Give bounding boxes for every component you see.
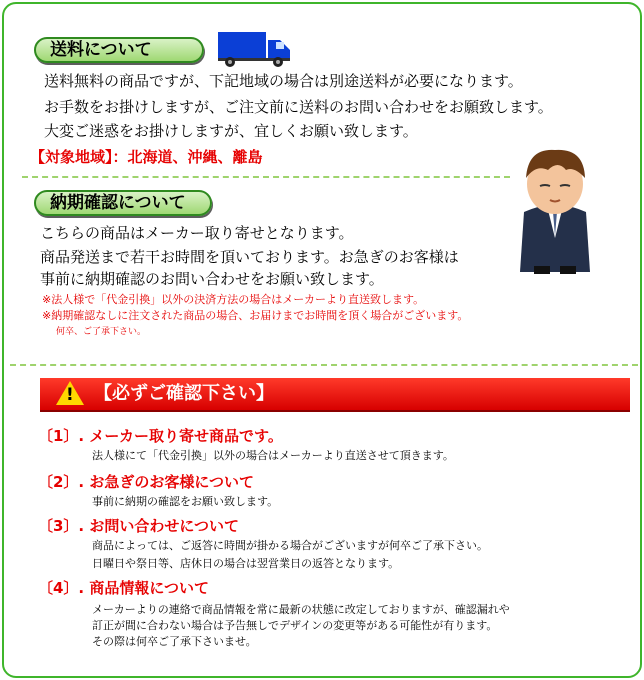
must-check-banner	[40, 378, 630, 412]
delivery-note-2: ※納期確認なしに注文された商品の場合、お届けまでお時間を頂く場合がございます。	[42, 309, 469, 322]
delivery-line-1: こちらの商品はメーカー取り寄せとなります。	[40, 224, 354, 242]
delivery-heading: 納期確認について	[34, 190, 212, 216]
check-item-4-line-3: その際は何卒ご了承下さいませ。	[92, 635, 257, 648]
section-divider	[10, 364, 638, 366]
delivery-line-3: 事前に納期確認のお問い合わせをお願い致します。	[40, 270, 384, 288]
delivery-note-3: 何卒、ご了承下さい。	[56, 327, 147, 337]
check-item-3-title: 〔3〕. お問い合わせについて	[38, 517, 240, 535]
check-item-2-title: 〔2〕. お急ぎのお客様について	[38, 473, 255, 491]
shipping-line-2: お手数をお掛けしますが、ご注文前に送料のお問い合わせをお願致します。	[44, 98, 553, 116]
check-item-1-title: 〔1〕. メーカー取り寄せ商品です。	[38, 427, 283, 445]
banner-title: 【必ずご確認下さい】	[94, 383, 274, 404]
check-item-4-title: 〔4〕. 商品情報について	[38, 579, 210, 597]
info-panel	[2, 2, 642, 678]
section-divider	[22, 176, 510, 178]
check-item-1-line: 法人様にて「代金引換」以外の場合はメーカーより直送させて頂きます。	[92, 449, 454, 462]
delivery-truck-icon	[216, 30, 294, 68]
shipping-heading: 送料について	[34, 37, 204, 63]
warning-mark: !	[66, 385, 74, 405]
check-item-2-line: 事前に納期の確認をお願い致します。	[92, 495, 279, 508]
check-item-3-line-2: 日曜日や祭日等、店休日の場合は翌営業日の返答となります。	[92, 557, 400, 570]
shipping-line-1: 送料無料の商品ですが、下記地域の場合は別途送料が必要になります。	[44, 72, 523, 90]
shipping-line-3: 大変ご迷惑をお掛けしますが、宜しくお願い致します。	[44, 122, 418, 140]
check-item-4-line-2: 訂正が間に合わない場合は予告無しでデザインの変更等がある可能性が有ります。	[92, 619, 498, 632]
check-item-4-line-1: メーカーよりの連絡で商品情報を常に最新の状態に改定しておりますが、確認漏れや	[92, 603, 510, 616]
target-region: 【対象地域】：北海道、沖縄、離島	[30, 148, 263, 166]
check-item-3-line-1: 商品によっては、ご返答に時間が掛かる場合がございますが何卒ご了承下さい。	[92, 539, 488, 552]
delivery-line-2: 商品発送まで若干お時間を頂いております。お急ぎのお客様は	[40, 248, 459, 266]
delivery-note-1: ※法人様で「代金引換」以外の決済方法の場合はメーカーより直送致します。	[42, 293, 425, 306]
bowing-staff-illustration	[510, 140, 600, 278]
